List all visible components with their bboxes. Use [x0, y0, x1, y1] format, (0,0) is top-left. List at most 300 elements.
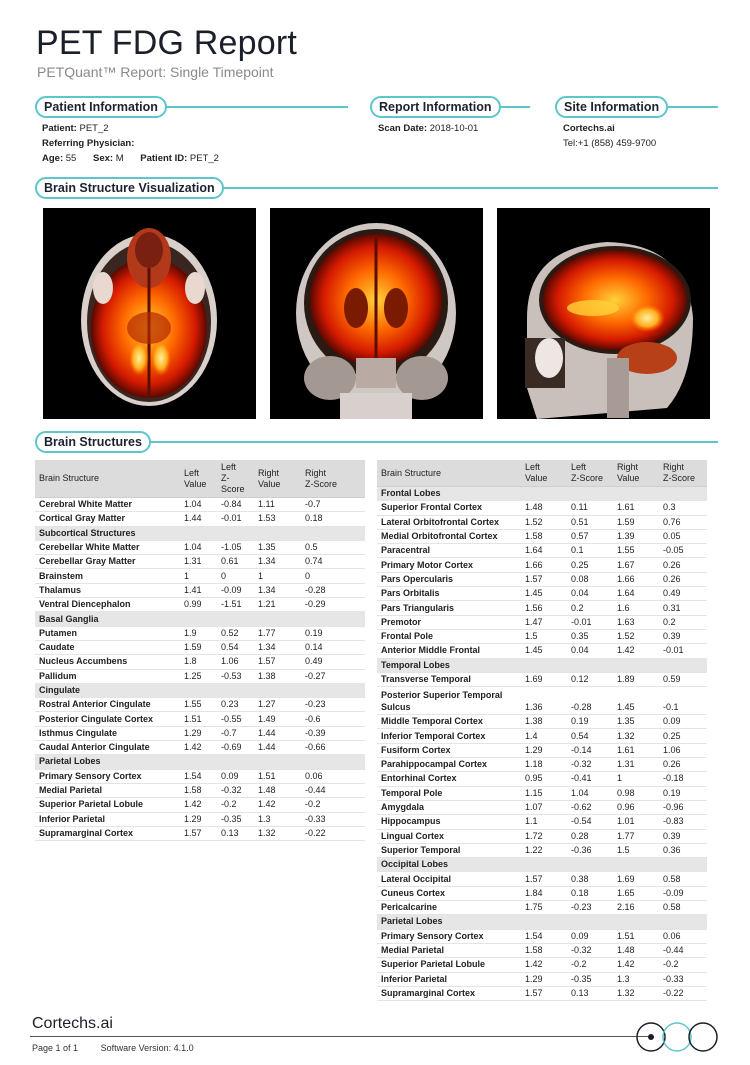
structure-name: Pars Orbitalis	[377, 587, 521, 601]
right-z-score: -0.7	[301, 498, 365, 512]
patient-label: Patient:	[42, 123, 77, 134]
right-value: 1.32	[613, 986, 659, 1000]
table-row	[35, 698, 365, 712]
left-value: 1.55	[180, 698, 217, 712]
table-row	[35, 512, 365, 526]
right-z-score: -0.2	[301, 798, 365, 812]
left-z-score: -0.28	[567, 687, 613, 715]
left-z-score: 1.04	[567, 786, 613, 800]
structure-name: Posterior Cingulate Cortex	[35, 712, 180, 726]
left-value: 1.58	[521, 529, 567, 543]
table-row	[377, 886, 707, 900]
table-group-row	[377, 487, 707, 501]
structure-name: Anterior Middle Frontal	[377, 644, 521, 658]
right-z-score: -0.33	[301, 812, 365, 826]
table-group-row	[35, 612, 365, 626]
left-z-score: -0.84	[217, 498, 254, 512]
left-value: 1	[180, 569, 217, 583]
left-z-score: -0.14	[567, 743, 613, 757]
right-z-score: -0.22	[659, 986, 707, 1000]
left-z-score: -0.54	[567, 815, 613, 829]
right-value: 1.57	[254, 655, 301, 669]
structure-name: Inferior Parietal	[35, 812, 180, 826]
table-header-row	[377, 460, 707, 487]
table-row	[377, 672, 707, 686]
structure-name: Cortical Gray Matter	[35, 512, 180, 526]
right-value: 1.01	[613, 815, 659, 829]
structure-name: Cerebellar Gray Matter	[35, 555, 180, 569]
right-z-score: 0.19	[659, 786, 707, 800]
table-row	[377, 972, 707, 986]
right-value: 0.98	[613, 786, 659, 800]
group-label: Occipital Lobes	[377, 858, 707, 872]
left-z-score: -0.09	[217, 583, 254, 597]
left-value: 1.51	[180, 712, 217, 726]
group-label: Parietal Lobes	[377, 915, 707, 929]
table-row	[377, 929, 707, 943]
col-header-right-value: Right Value	[254, 460, 301, 498]
table-row	[35, 569, 365, 583]
table-row	[377, 843, 707, 857]
right-value: 1.69	[613, 872, 659, 886]
right-structures-table	[377, 460, 707, 1001]
left-value: 1.72	[521, 829, 567, 843]
structure-name: Superior Temporal	[377, 843, 521, 857]
left-value: 1.1	[521, 815, 567, 829]
right-z-score: -0.83	[659, 815, 707, 829]
left-z-score: 0.04	[567, 644, 613, 658]
right-z-score: 0.26	[659, 572, 707, 586]
table-row	[377, 958, 707, 972]
right-z-score: -0.22	[301, 826, 365, 840]
structure-name: Pars Opercularis	[377, 572, 521, 586]
left-value: 1.5	[521, 629, 567, 643]
right-value: 1.51	[254, 769, 301, 783]
left-value: 1.31	[180, 555, 217, 569]
sagittal-brain-image	[497, 208, 710, 419]
patient-rule	[160, 106, 348, 108]
left-z-score: -0.01	[217, 512, 254, 526]
structure-name: Inferior Parietal	[377, 972, 521, 986]
left-z-score: -0.35	[567, 972, 613, 986]
right-value: 1.3	[613, 972, 659, 986]
left-value: 1.29	[180, 726, 217, 740]
structure-name: Premotor	[377, 615, 521, 629]
right-value: 1.42	[613, 644, 659, 658]
table-row	[377, 501, 707, 515]
structure-name: Fusiform Cortex	[377, 743, 521, 757]
footer-logo: Cortechs.ai	[32, 1015, 113, 1032]
page-number: Page 1 of 1	[32, 1043, 79, 1053]
structure-name: Supramarginal Cortex	[35, 826, 180, 840]
table-row	[377, 558, 707, 572]
col-header-structure: Brain Structure	[377, 460, 521, 487]
table-group-row	[377, 858, 707, 872]
right-z-score: 0.74	[301, 555, 365, 569]
left-value: 1.54	[521, 929, 567, 943]
structure-name: Supramarginal Cortex	[377, 986, 521, 1000]
right-z-score: -0.09	[659, 886, 707, 900]
left-structures-table	[35, 460, 365, 841]
right-z-score: -0.6	[301, 712, 365, 726]
table-row	[35, 626, 365, 640]
left-value: 1.44	[180, 512, 217, 526]
left-z-score: 0.09	[567, 929, 613, 943]
structure-name: Superior Parietal Lobule	[35, 798, 180, 812]
structure-name: Primary Motor Cortex	[377, 558, 521, 572]
structure-name: Entorhinal Cortex	[377, 772, 521, 786]
right-value: 1.32	[613, 729, 659, 743]
right-z-score: 0.25	[659, 729, 707, 743]
col-header-right-z: Right Z-Score	[659, 460, 707, 487]
table-row	[35, 598, 365, 612]
right-value: 1.3	[254, 812, 301, 826]
structure-name: Frontal Pole	[377, 629, 521, 643]
table-row	[377, 815, 707, 829]
structure-name: Lateral Occipital	[377, 872, 521, 886]
brand-rings-icon	[634, 1020, 720, 1054]
right-z-score: 0.3	[659, 501, 707, 515]
right-z-score: -0.23	[301, 698, 365, 712]
patient-value: PET_2	[79, 123, 109, 134]
structure-name: Inferior Temporal Cortex	[377, 729, 521, 743]
right-value: 1.49	[254, 712, 301, 726]
structure-name: Pars Triangularis	[377, 601, 521, 615]
table-row	[377, 629, 707, 643]
site-tel: Tel:+1 (858) 459-9700	[563, 138, 657, 149]
table-row	[377, 615, 707, 629]
left-z-score: 0.1	[567, 544, 613, 558]
coronal-brain-image	[270, 208, 483, 419]
structure-name: Thalamus	[35, 583, 180, 597]
table-row	[377, 544, 707, 558]
right-value: 1	[254, 569, 301, 583]
structure-name: Isthmus Cingulate	[35, 726, 180, 740]
right-value: 1.55	[613, 544, 659, 558]
right-value: 1.27	[254, 698, 301, 712]
right-value: 1.39	[613, 529, 659, 543]
left-value: 1.57	[521, 572, 567, 586]
visualization-rule	[220, 187, 718, 189]
right-value: 1	[613, 772, 659, 786]
left-value: 1.29	[521, 743, 567, 757]
table-row	[35, 783, 365, 797]
left-value: 1.54	[180, 769, 217, 783]
structure-name: Temporal Pole	[377, 786, 521, 800]
left-z-score: -0.32	[217, 783, 254, 797]
left-value: 0.99	[180, 598, 217, 612]
table-row	[377, 758, 707, 772]
table-row	[377, 800, 707, 814]
left-value: 1.29	[180, 812, 217, 826]
structure-name: Brainstem	[35, 569, 180, 583]
right-z-score: 0.49	[659, 587, 707, 601]
right-value: 2.16	[613, 901, 659, 915]
right-z-score: -0.44	[659, 943, 707, 957]
right-z-score: -0.28	[301, 583, 365, 597]
table-row	[377, 572, 707, 586]
structure-name: Amygdala	[377, 800, 521, 814]
right-value: 1.64	[613, 587, 659, 601]
left-z-score: -0.32	[567, 758, 613, 772]
table-row	[377, 601, 707, 615]
right-value: 1.11	[254, 498, 301, 512]
right-z-score: -0.1	[659, 687, 707, 715]
right-z-score: 0.49	[301, 655, 365, 669]
structure-name: Primary Sensory Cortex	[35, 769, 180, 783]
structure-name: Caudal Anterior Cingulate	[35, 741, 180, 755]
table-row	[35, 812, 365, 826]
structure-name: Medial Orbitofrontal Cortex	[377, 529, 521, 543]
right-z-score: -0.27	[301, 669, 365, 683]
right-value: 1.61	[613, 743, 659, 757]
left-z-score: -0.7	[217, 726, 254, 740]
right-z-score: 0	[301, 569, 365, 583]
structure-name: Medial Parietal	[35, 783, 180, 797]
right-value: 1.53	[254, 512, 301, 526]
left-z-score: 0.12	[567, 672, 613, 686]
left-value: 1.59	[180, 640, 217, 654]
report-info	[378, 121, 492, 136]
structure-name: Cerebral White Matter	[35, 498, 180, 512]
right-value: 1.21	[254, 598, 301, 612]
right-value: 1.65	[613, 886, 659, 900]
right-z-score: 0.39	[659, 629, 707, 643]
table-row	[377, 986, 707, 1000]
footer-rule	[30, 1036, 650, 1037]
left-value: 1.69	[521, 672, 567, 686]
left-value: 1.64	[521, 544, 567, 558]
right-value: 1.5	[613, 843, 659, 857]
table-row	[35, 712, 365, 726]
age-label: Age:	[42, 153, 64, 164]
left-z-score: 1.06	[217, 655, 254, 669]
col-header-right-value: Right Value	[613, 460, 659, 487]
left-z-score: -0.36	[567, 843, 613, 857]
left-z-score: -0.32	[567, 943, 613, 957]
patient-info-heading: Patient Information	[35, 96, 167, 118]
table-group-row	[35, 755, 365, 769]
structure-name: Nucleus Accumbens	[35, 655, 180, 669]
left-z-score: 0.57	[567, 529, 613, 543]
right-value: 1.42	[254, 798, 301, 812]
right-z-score: 0.76	[659, 515, 707, 529]
right-value: 1.34	[254, 555, 301, 569]
right-z-score: -0.18	[659, 772, 707, 786]
left-value: 1.07	[521, 800, 567, 814]
right-z-score: 1.06	[659, 743, 707, 757]
structure-name: Putamen	[35, 626, 180, 640]
right-value: 1.34	[254, 640, 301, 654]
structure-name: Lingual Cortex	[377, 829, 521, 843]
structure-name: Posterior Superior Temporal Sulcus	[377, 687, 521, 715]
patient-info	[42, 121, 233, 166]
left-z-score: 0.25	[567, 558, 613, 572]
left-z-score: -0.53	[217, 669, 254, 683]
right-z-score: 0.5	[301, 540, 365, 554]
right-value: 1.35	[613, 715, 659, 729]
table-row	[35, 640, 365, 654]
site-info-heading: Site Information	[555, 96, 668, 118]
left-value: 1.57	[521, 872, 567, 886]
right-z-score: 0.06	[659, 929, 707, 943]
table-row	[377, 687, 707, 715]
left-value: 1.18	[521, 758, 567, 772]
right-z-score: 0.19	[301, 626, 365, 640]
left-z-score: 0	[217, 569, 254, 583]
left-z-score: -0.55	[217, 712, 254, 726]
left-value: 1.8	[180, 655, 217, 669]
table-row	[35, 555, 365, 569]
structure-name: Medial Parietal	[377, 943, 521, 957]
report-subtitle: PETQuant™ Report: Single Timepoint	[37, 64, 274, 80]
structure-name: Cerebellar White Matter	[35, 540, 180, 554]
left-z-score: 0.13	[567, 986, 613, 1000]
left-value: 1.42	[180, 798, 217, 812]
left-value: 1.36	[521, 687, 567, 715]
right-z-score: -0.2	[659, 958, 707, 972]
right-z-score: 0.31	[659, 601, 707, 615]
report-info-heading: Report Information	[370, 96, 501, 118]
right-value: 1.52	[613, 629, 659, 643]
scan-date-value: 2018-10-01	[429, 123, 479, 134]
table-group-row	[35, 683, 365, 697]
site-info	[563, 121, 670, 151]
table-row	[377, 829, 707, 843]
right-value: 1.61	[613, 501, 659, 515]
software-version: Software Version: 4.1.0	[100, 1043, 194, 1053]
left-value: 1.57	[180, 826, 217, 840]
structure-name: Pallidum	[35, 669, 180, 683]
patient-id-label: Patient ID:	[140, 153, 188, 164]
left-value: 1.41	[180, 583, 217, 597]
right-value: 1.63	[613, 615, 659, 629]
left-z-score: 0.09	[217, 769, 254, 783]
left-z-score: 0.11	[567, 501, 613, 515]
table-header-row	[35, 460, 365, 498]
scan-date-label: Scan Date:	[378, 123, 428, 134]
group-label: Temporal Lobes	[377, 658, 707, 672]
right-value: 1.42	[613, 958, 659, 972]
left-z-score: 0.51	[567, 515, 613, 529]
structure-name: Superior Frontal Cortex	[377, 501, 521, 515]
table-row	[377, 715, 707, 729]
col-header-structure: Brain Structure	[35, 460, 180, 498]
left-value: 1.47	[521, 615, 567, 629]
left-z-score: 0.04	[567, 587, 613, 601]
visualization-heading: Brain Structure Visualization	[35, 177, 224, 199]
structure-name: Middle Temporal Cortex	[377, 715, 521, 729]
structure-name: Caudate	[35, 640, 180, 654]
table-group-row	[377, 915, 707, 929]
left-value: 1.25	[180, 669, 217, 683]
right-z-score: 0.39	[659, 829, 707, 843]
left-z-score: 0.08	[567, 572, 613, 586]
right-value: 1.44	[254, 726, 301, 740]
left-value: 1.9	[180, 626, 217, 640]
table-row	[377, 743, 707, 757]
right-z-score: 0.58	[659, 901, 707, 915]
left-z-score: 0.52	[217, 626, 254, 640]
table-row	[35, 498, 365, 512]
left-z-score: 0.18	[567, 886, 613, 900]
right-z-score: 0.18	[301, 512, 365, 526]
structure-name: Superior Parietal Lobule	[377, 958, 521, 972]
left-z-score: 0.54	[567, 729, 613, 743]
right-value: 1.32	[254, 826, 301, 840]
right-z-score: 0.2	[659, 615, 707, 629]
right-z-score: -0.05	[659, 544, 707, 558]
structure-name: Rostral Anterior Cingulate	[35, 698, 180, 712]
right-value: 1.38	[254, 669, 301, 683]
table-row	[377, 515, 707, 529]
table-row	[377, 943, 707, 957]
table-row	[35, 540, 365, 554]
physician-label: Referring Physician:	[42, 138, 135, 149]
table-row	[35, 726, 365, 740]
right-value: 1.51	[613, 929, 659, 943]
left-z-score: 0.19	[567, 715, 613, 729]
left-z-score: -0.2	[217, 798, 254, 812]
structure-name: Transverse Temporal	[377, 672, 521, 686]
left-value: 1.45	[521, 644, 567, 658]
table-row	[35, 741, 365, 755]
structure-name: Paracentral	[377, 544, 521, 558]
table-row	[377, 529, 707, 543]
right-z-score: -0.39	[301, 726, 365, 740]
col-header-left-z: Left Z-Score	[217, 460, 254, 498]
table-row	[377, 587, 707, 601]
group-label: Basal Ganglia	[35, 612, 365, 626]
table-row	[377, 644, 707, 658]
table-row	[377, 786, 707, 800]
left-z-score: 0.61	[217, 555, 254, 569]
structures-rule	[145, 441, 718, 443]
left-value: 1.58	[521, 943, 567, 957]
structures-heading: Brain Structures	[35, 431, 151, 453]
table-row	[35, 583, 365, 597]
col-header-right-z: Right Z-Score	[301, 460, 365, 498]
left-z-score: -0.2	[567, 958, 613, 972]
left-value: 1.48	[521, 501, 567, 515]
right-value: 1.59	[613, 515, 659, 529]
right-value: 1.31	[613, 758, 659, 772]
structure-name: Ventral Diencephalon	[35, 598, 180, 612]
left-z-score: 0.23	[217, 698, 254, 712]
patient-id-value: PET_2	[189, 153, 219, 164]
right-value: 1.77	[613, 829, 659, 843]
site-rule	[660, 106, 718, 108]
group-label: Subcortical Structures	[35, 526, 365, 540]
left-z-score: 0.38	[567, 872, 613, 886]
left-value: 0.95	[521, 772, 567, 786]
left-value: 1.22	[521, 843, 567, 857]
left-value: 1.52	[521, 515, 567, 529]
left-value: 1.84	[521, 886, 567, 900]
group-label: Cingulate	[35, 683, 365, 697]
left-z-score: -0.62	[567, 800, 613, 814]
report-title: PET FDG Report	[36, 24, 298, 62]
table-row	[35, 826, 365, 840]
left-z-score: 0.13	[217, 826, 254, 840]
left-value: 1.42	[521, 958, 567, 972]
structure-name: Parahippocampal Cortex	[377, 758, 521, 772]
left-z-score: -1.05	[217, 540, 254, 554]
table-row	[377, 772, 707, 786]
left-z-score: 0.28	[567, 829, 613, 843]
group-label: Frontal Lobes	[377, 487, 707, 501]
right-value: 1.77	[254, 626, 301, 640]
